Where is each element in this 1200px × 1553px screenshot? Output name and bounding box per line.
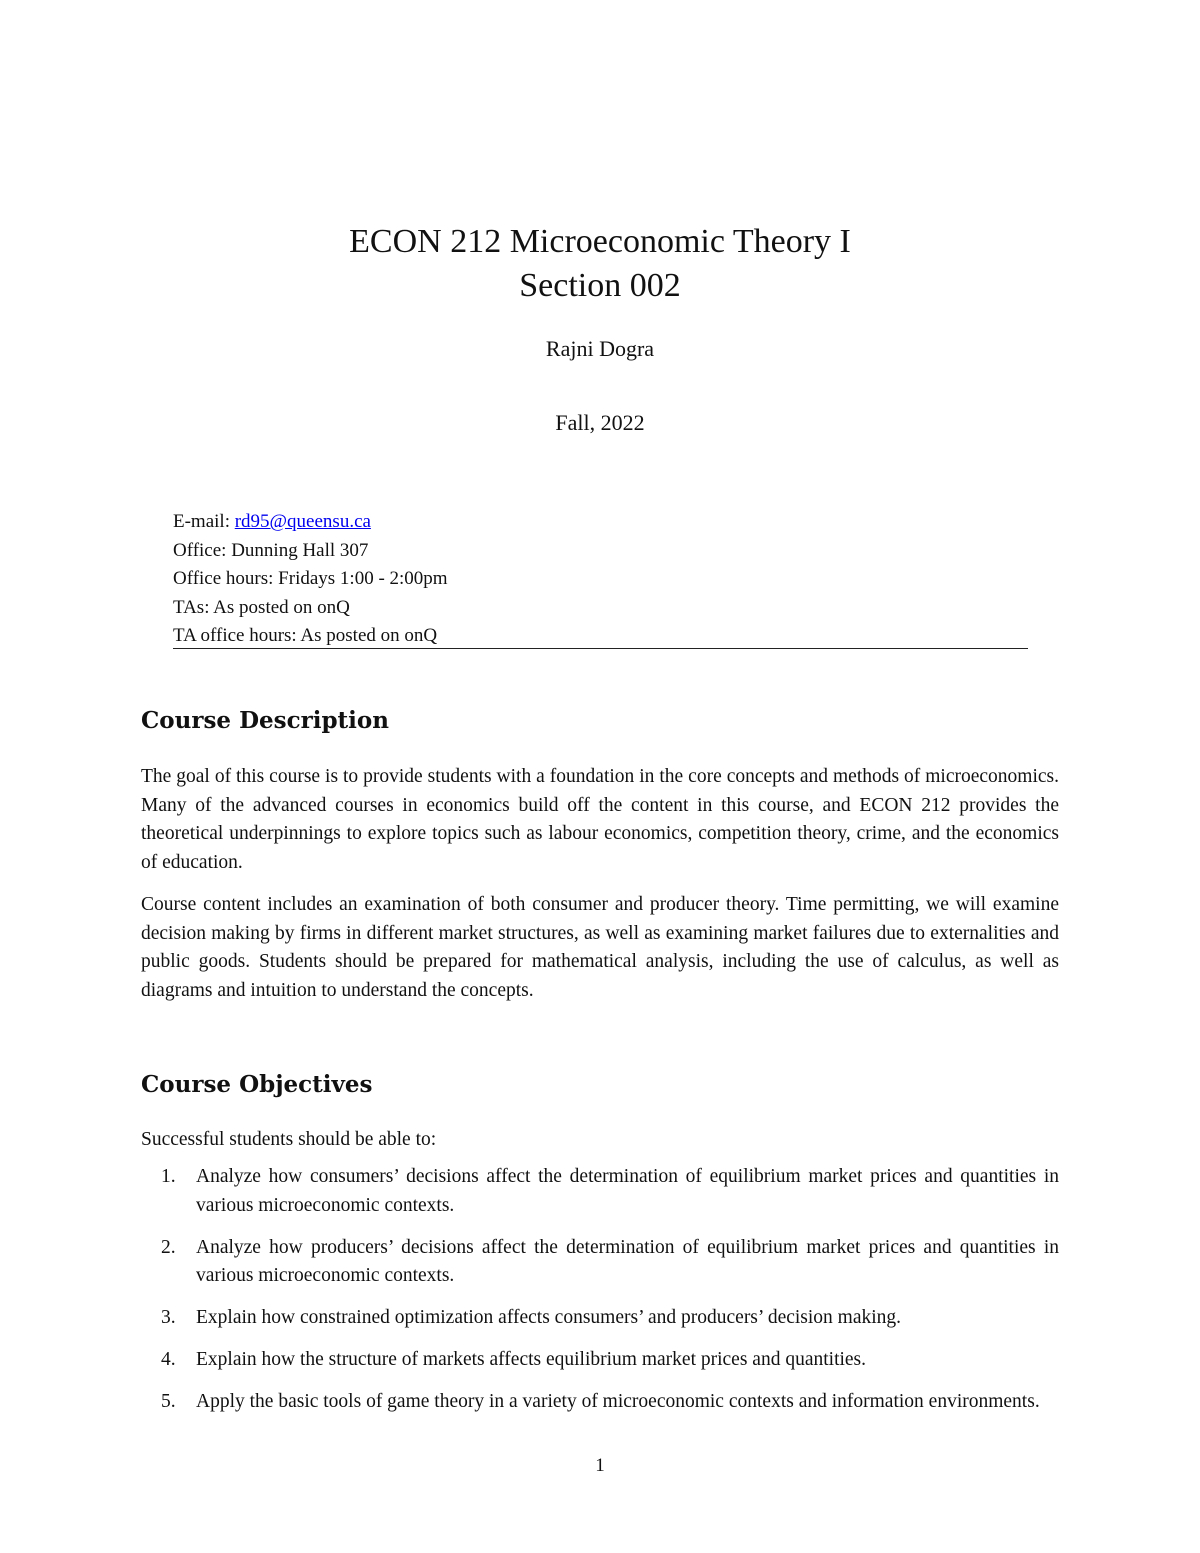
page-number: 1 [595, 1455, 605, 1476]
list-item-number: 2. [161, 1236, 176, 1258]
list-item-number: 4. [161, 1349, 176, 1370]
course-objectives-heading: Course Objectives [141, 1071, 373, 1098]
list-item [141, 1346, 1059, 1375]
office-row: Office: Dunning Hall 307 [173, 539, 369, 561]
instructor-name: Rajni Dogra [545, 336, 655, 361]
email-label: E-mail: [173, 511, 235, 532]
list-item-text: Analyze how producers’ decisions affect the determination of equilibrium market prices and quantities in various microeconomic contexts. [196, 1236, 1059, 1286]
list-item-number: 1. [161, 1166, 176, 1187]
list-item-text: Analyze how consumers’ decisions affect the determination of equilibrium market prices and quantities in various microeconomic contexts. [196, 1166, 1059, 1216]
list-item [141, 1163, 1059, 1220]
list-item-text: Explain how the structure of markets affects equilibrium market prices and quantities. [196, 1349, 867, 1370]
term: Fall, 2022 [555, 410, 645, 435]
contact-block [173, 508, 1028, 651]
objectives-intro: Successful students should be able to: [141, 1129, 437, 1150]
list-item [141, 1234, 1059, 1291]
course-description-paragraph: Course content includes an examination of both consumer and producer theory. Time permitting, we will examine decision making by firms in different market structures, as well as examining market failures due to externalities and public goods. Students should be prepared for mathematical analysis, including the use of calculus, as well as diagrams and intuition to understand the concepts. [141, 894, 1059, 1001]
objectives-list [141, 1163, 1059, 1430]
document-section: Section 002 [519, 267, 681, 304]
list-item-number: 3. [161, 1307, 176, 1328]
course-description-paragraph: The goal of this course is to provide students with a foundation in the core concepts and methods of microeconomics. Many of the advanced courses in economics build off the content in this course, and ECON 212 provides the theoretical underpinnings to explore topics such as labour economics, competition theory, crime, and the economics of education. [141, 766, 1059, 873]
list-item [141, 1304, 1059, 1333]
contact-divider [173, 648, 1028, 649]
tas-row: TAs: As posted on onQ [173, 596, 350, 618]
email-link[interactable]: rd95@queensu.ca [234, 511, 371, 532]
list-item [141, 1388, 1059, 1417]
list-item-text: Apply the basic tools of game theory in a variety of microeconomic contexts and information environments. [196, 1391, 1040, 1412]
email-row [173, 508, 1028, 537]
ta-office-hours-row: TA office hours: As posted on onQ [173, 625, 438, 646]
list-item-text: Explain how constrained optimization affects consumers’ and producers’ decision making. [196, 1307, 902, 1328]
office-hours-row: Office hours: Fridays 1:00 - 2:00pm [173, 568, 448, 589]
list-item-number: 5. [161, 1391, 176, 1412]
document-title: ECON 212 Microeconomic Theory I [349, 223, 851, 260]
course-description-heading: Course Description [141, 707, 389, 734]
